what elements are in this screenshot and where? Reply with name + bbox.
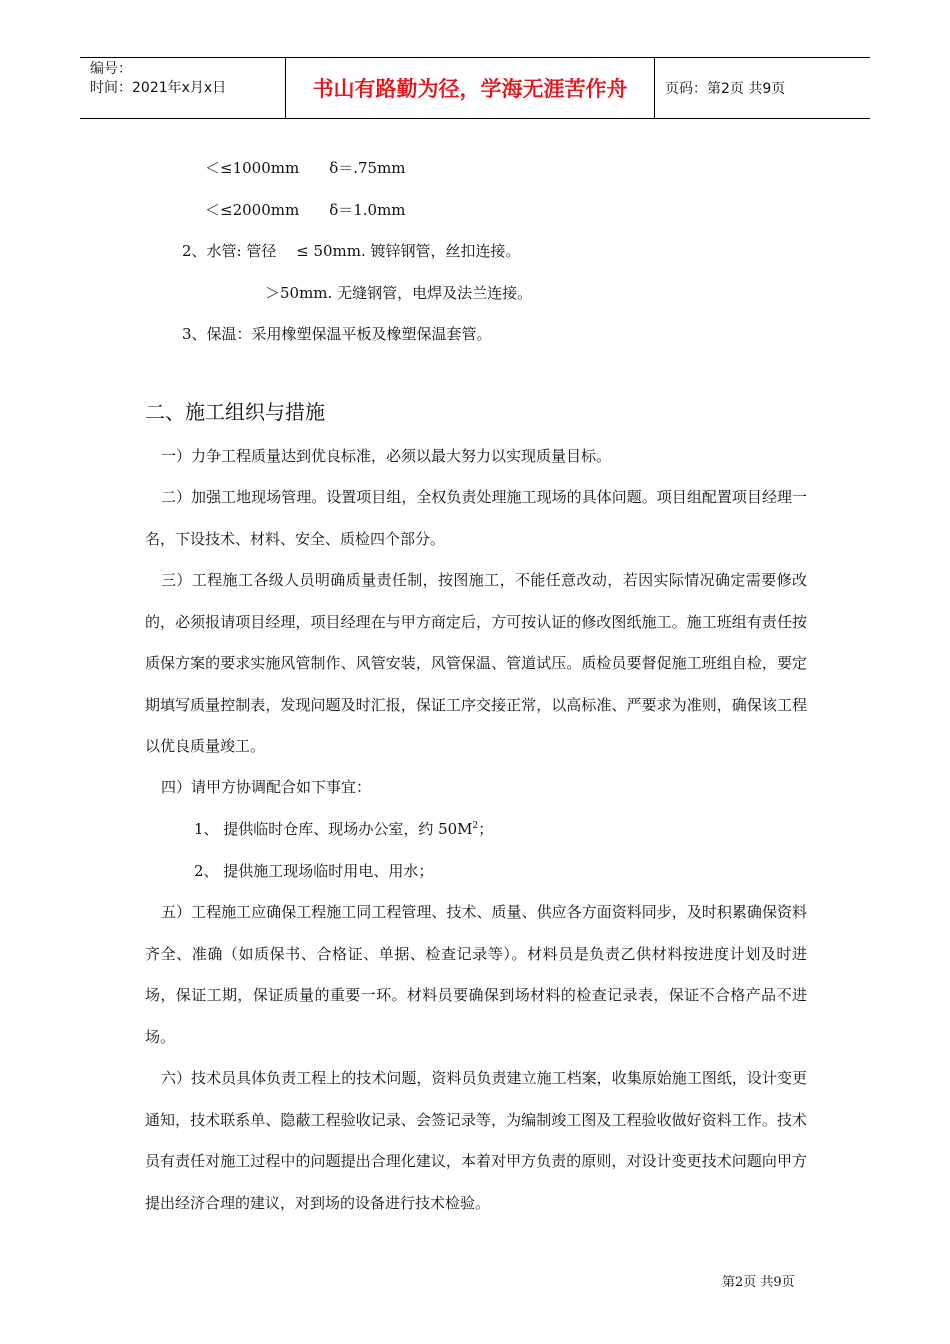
paragraph-5: 五）工程施工应确保工程施工同工程管理、技术、质量、供应各方面资料同步，及时积累确保资料齐全、准确（如质保书、合格证、单据、检查记录等）。材料员是负责乙供材料按进度计划及时进场，保证工期，保证质量的重要一环。材料员要确保到场材料的检查记录表，保证不合格产品不进场。 xyxy=(145,903,807,1046)
page-footer: 第2页 共9页 xyxy=(722,1275,795,1290)
header-motto: 书山有路勤为径，学海无涯苦作舟 xyxy=(285,58,655,118)
water-pipe-spec: 2、水管: 管径 ≤ 50mm. 镀锌钢管，丝扣连接。 xyxy=(182,242,521,260)
insulation-spec: 3、保温：采用橡塑保温平板及橡塑保温套管。 xyxy=(182,325,492,343)
section-heading: 二、施工组织与措施 xyxy=(145,400,325,424)
water-pipe-spec-large: ＞50mm. 无缝钢管，电焊及法兰连接。 xyxy=(265,284,533,302)
header-meta xyxy=(80,58,285,118)
document-date: 时间：2021年x月x日 xyxy=(90,80,227,96)
request-item-2: 2、 提供施工现场临时用电、用水； xyxy=(194,862,434,880)
spec-line-1: ＜≤1000mm δ＝.75mm xyxy=(205,159,406,177)
request-item-1-text: 1、 提供临时仓库、现场办公室，约 50M xyxy=(194,820,473,838)
header-page-number: 页码：第2页 共9页 xyxy=(665,81,786,97)
document-number-label: 编号： xyxy=(90,61,132,77)
request-item-1 xyxy=(194,818,493,839)
superscript-2: 2 xyxy=(472,821,479,831)
paragraph-4: 四）请甲方协调配合如下事宜： xyxy=(161,778,372,796)
paragraph-6: 六）技术员具体负责工程上的技术问题，资料员负责建立施工档案，收集原始施工图纸，设计变更通知，技术联系单、隐蔽工程验收记录、会签记录等，为编制竣工图及工程验收做好资料工作。技术员有责任对施工过程中的问题提出合理化建议，本着对甲方负责的原则，对设计变更技术问题向甲方提出经济合理的建议，对到场的设备进行技术检验。 xyxy=(145,1069,807,1212)
paragraph-2: 二）加强工地现场管理。设置项目组，全权负责处理施工现场的具体问题。项目组配置项目经理一名，下设技术、材料、安全、质检四个部分。 xyxy=(145,488,807,548)
spec-line-2: ＜≤2000mm δ＝1.0mm xyxy=(205,201,406,219)
page-header xyxy=(80,57,870,119)
request-item-1-end: ； xyxy=(478,820,494,838)
paragraph-3: 三）工程施工各级人员明确质量责任制，按图施工，不能任意改动，若因实际情况确定需要修改的，必须报请项目经理，项目经理在与甲方商定后，方可按认证的修改图纸施工。施工班组有责任按质保方案的要求实施风管制作、风管安装，风管保温、管道试压。质检员要督促施工班组自检，要定期填写质量控制表，发现问题及时汇报，保证工序交接正常，以高标准、严要求为准则，确保该工程以优良质量竣工。 xyxy=(145,571,807,755)
paragraph-1: 一）力争工程质量达到优良标准，必须以最大努力以实现质量目标。 xyxy=(161,447,612,465)
